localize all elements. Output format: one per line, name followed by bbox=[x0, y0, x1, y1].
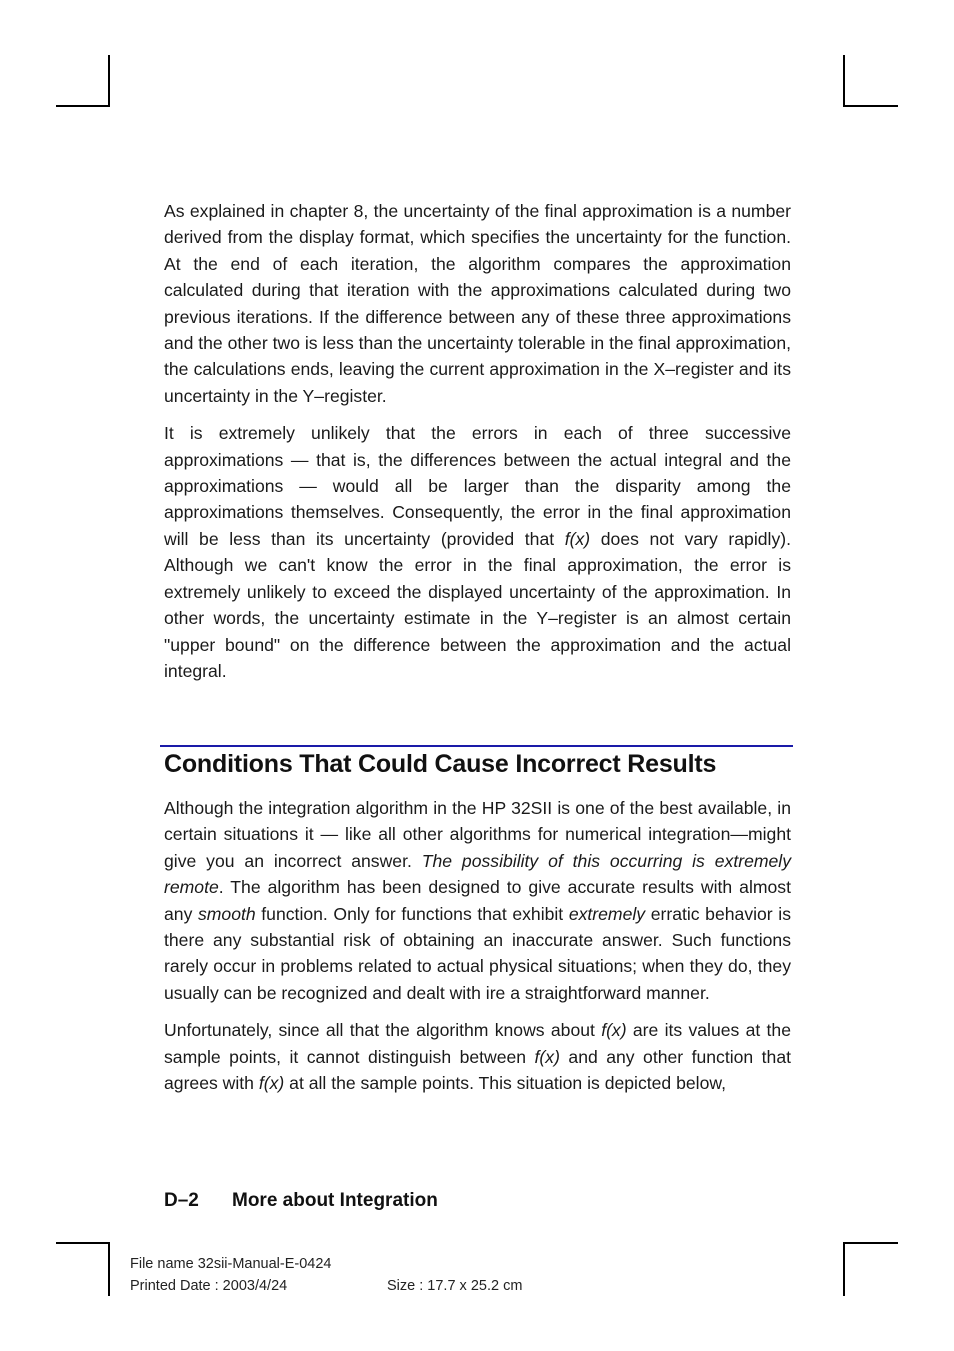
crop-mark-top-right-horizontal bbox=[843, 105, 898, 107]
italic-run: f(x) bbox=[534, 1046, 560, 1067]
section-heading: Conditions That Could Cause Incorrect Results bbox=[164, 750, 717, 778]
chapter-title: More about Integration bbox=[232, 1190, 438, 1211]
paragraph-incorrect-answer bbox=[164, 795, 791, 1006]
crop-mark-top-left-vertical bbox=[108, 55, 110, 107]
text-run: and any other function that agrees with bbox=[164, 1046, 792, 1094]
crop-mark-top-right-vertical bbox=[843, 55, 845, 107]
printed-date-label: Printed Date : 2003/4/24 bbox=[130, 1278, 288, 1294]
italic-run: smooth bbox=[197, 903, 256, 924]
crop-mark-bottom-right-vertical bbox=[843, 1242, 845, 1296]
text-run: are its values at the sample points, it cannot distinguish between bbox=[164, 1020, 791, 1067]
text-run: Unfortunately, since all that the algorithm knows about bbox=[164, 1020, 602, 1041]
italic-run: f(x) bbox=[258, 1073, 285, 1094]
italic-run: extremely bbox=[568, 903, 646, 924]
text-run: Although the integration algorithm in the HP 32SII is one of the best available, in certain situations it — like all other algorithms for numerical integration—might give you an incorrect answer. bbox=[164, 798, 791, 871]
body-text-top bbox=[164, 198, 791, 695]
text-run: at all the sample points. This situation is depicted below, bbox=[284, 1073, 726, 1094]
crop-mark-bottom-right-horizontal bbox=[843, 1242, 898, 1244]
text-run: erratic behavior is there any substantial risk of obtaining an inaccurate answer. Such functions rarely occur in problems related to actual physical situations; when they do, they usually can be recognized and dealt with ire a straightforward manner. bbox=[164, 903, 791, 1003]
page-footer bbox=[164, 1190, 438, 1212]
text-run: function. Only for functions that exhibit bbox=[255, 903, 569, 924]
page-size-label: Size : 17.7 x 25.2 cm bbox=[387, 1278, 523, 1294]
text-run: does not vary rapidly). Although we can't know the error in the final approximation, the error is extremely unlikely to exceed the displayed uncertainty of the approximation. In other words, the uncertainty estimate in the Y–register is an almost certain "upper bound" on the difference between the approximation and the actual integral. bbox=[164, 528, 791, 681]
body-text-bottom bbox=[164, 795, 791, 1107]
paragraph-uncertainty bbox=[164, 198, 791, 409]
text-run: It is extremely unlikely that the errors in each of three successive approximations — that is, the differences between the actual integral and the approximations — would all be larger than the disparity among the approximations themselves. Consequently, the error in the final approximation will be less than its uncertainty (provided that bbox=[164, 423, 791, 549]
section-rule bbox=[160, 745, 793, 747]
page-number: D–2 bbox=[164, 1190, 199, 1211]
crop-mark-top-left-horizontal bbox=[56, 105, 110, 107]
text-run: . The algorithm has been designed to give accurate results with almost any bbox=[164, 877, 791, 924]
text-run: As explained in chapter 8, the uncertainty of the final approximation is a number derived from the display format, which specifies the uncertainty for the function. At the end of each iteration, the algorithm compares the approximation calculated during that iteration with the approximations calculated during two previous iterations. If the difference between any of these three approximations and the other two is less than the uncertainty tolerable in the final approximation, the calculations ends, leaving the current approximation in the X–register and its uncertainty in the Y–register. bbox=[164, 201, 791, 406]
crop-mark-bottom-left-horizontal bbox=[56, 1242, 110, 1244]
italic-run: The possibility of this occurring is extremely remote bbox=[164, 850, 791, 898]
paragraph-error-bound bbox=[164, 420, 791, 684]
italic-run: f(x) bbox=[564, 528, 591, 549]
file-name-label: File name 32sii-Manual-E-0424 bbox=[130, 1256, 332, 1272]
italic-run: f(x) bbox=[601, 1020, 627, 1041]
paragraph-sample-points bbox=[164, 1017, 791, 1096]
crop-mark-bottom-left-vertical bbox=[108, 1242, 110, 1296]
